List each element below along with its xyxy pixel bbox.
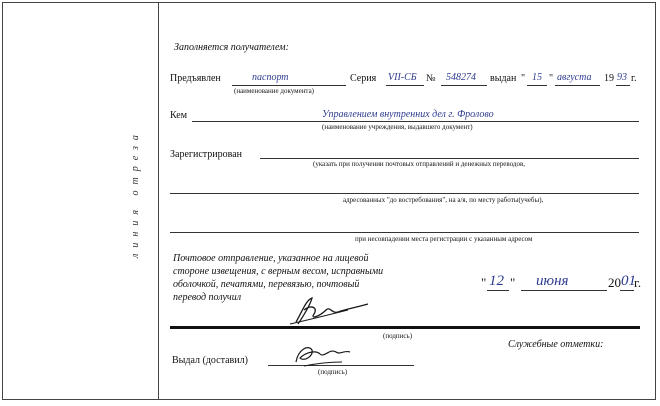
registered-line-3	[170, 232, 639, 233]
issued-label: выдан	[490, 73, 517, 84]
issuer-line	[192, 121, 639, 122]
registered-caption-2: адресованных "до востребования", на а/я, по месту работы(учебы),	[343, 196, 544, 204]
received-month-line	[521, 290, 607, 291]
registered-label: Зарегистрирован	[170, 149, 243, 160]
service-marks: Служебные отметки:	[508, 339, 604, 350]
received-day: 12	[489, 273, 504, 289]
series-value: VII-СБ	[388, 72, 417, 83]
issued-month: августа	[557, 72, 592, 83]
year-prefix: 19	[604, 73, 614, 84]
issuer-label: Кем	[170, 110, 188, 121]
registered-line-1	[260, 158, 639, 159]
number-value: 548274	[446, 72, 476, 83]
presented-label: Предъявлен	[170, 73, 221, 84]
year-line	[616, 85, 630, 86]
signature-caption: (подпись)	[383, 332, 413, 340]
received-day-line	[487, 290, 509, 291]
date-quote-close: "	[510, 275, 516, 290]
number-line	[441, 85, 487, 86]
received-year-line	[620, 290, 634, 291]
cut-line-label: линия отреза	[130, 129, 141, 258]
received-year-suffix: г.	[634, 275, 642, 290]
filled-by-header: Заполняется получателем:	[174, 42, 289, 53]
doc-caption: (наименование документа)	[234, 87, 315, 95]
issued-by-caption: (подпись)	[318, 368, 348, 376]
issuer-signature	[290, 340, 354, 370]
issuer-caption: (наименование учреждения, выдавшего документ)	[322, 123, 473, 131]
date-quote-open: "	[481, 275, 487, 290]
year-suffix: г.	[631, 73, 637, 84]
cut-line	[158, 2, 159, 400]
received-month: июня	[536, 273, 569, 289]
doc-value: паспорт	[252, 72, 289, 83]
series-label: Серия	[350, 73, 377, 84]
registered-caption-1: (указать при получении почтовых отправлений и денежных переводов,	[313, 160, 526, 168]
divider-bar	[170, 326, 640, 329]
registered-line-2	[170, 193, 639, 194]
issuer-value: Управлением внутренних дел г. Фролово	[322, 109, 494, 120]
statement-line-1: Почтовое отправление, указанное на лицевой	[173, 253, 369, 264]
day-line	[527, 85, 547, 86]
received-year: 01	[621, 273, 636, 289]
month-line	[555, 85, 600, 86]
issued-day: 15	[532, 72, 542, 83]
recipient-signature	[288, 294, 374, 328]
series-line	[386, 85, 424, 86]
issued-by-label: Выдал (доставил)	[172, 355, 248, 366]
registered-caption-3: при несовпадении места регистрации с указанным адресом	[355, 235, 533, 243]
statement-line-3: оболочкой, печатями, перевязью, почтовый	[173, 279, 360, 290]
doc-line	[232, 85, 346, 86]
number-label: №	[426, 73, 436, 84]
issued-year: 93	[617, 72, 627, 83]
statement-line-4: перевод получил	[173, 292, 242, 303]
statement-line-2: стороне извещения, с верным весом, исправными	[173, 266, 384, 277]
received-year-prefix: 20	[608, 275, 621, 290]
